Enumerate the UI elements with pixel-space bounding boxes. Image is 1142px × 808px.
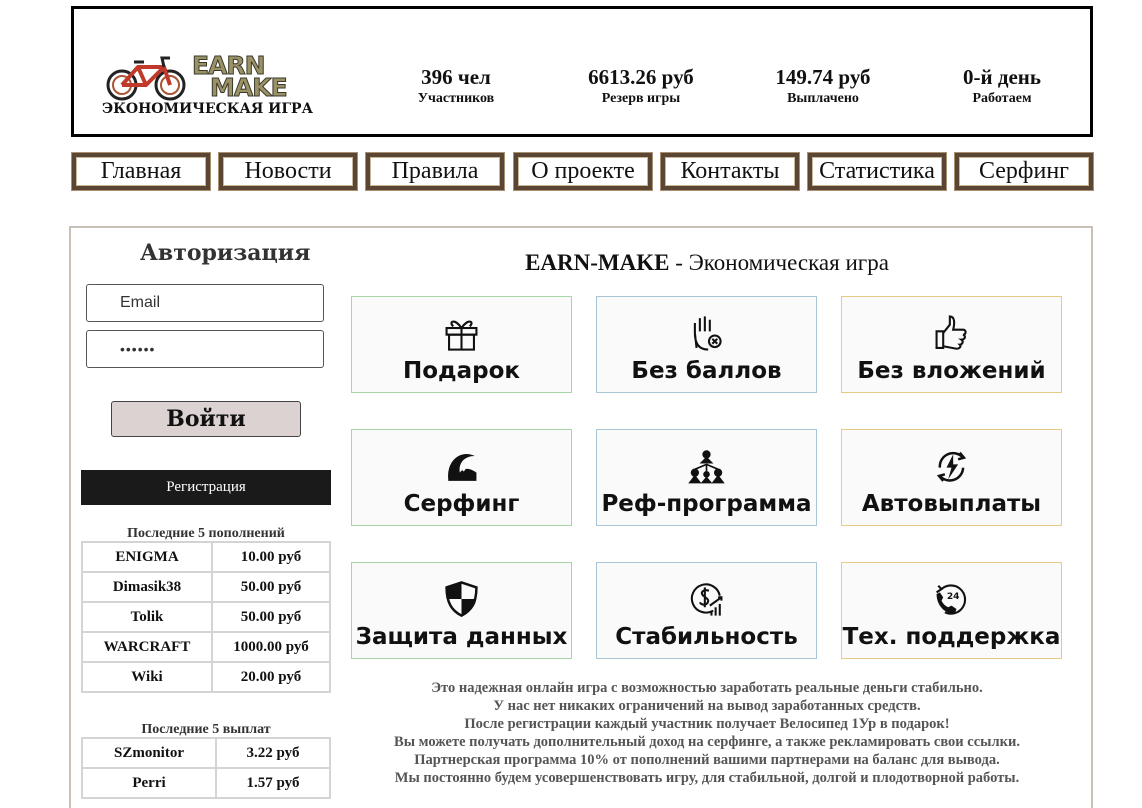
amount-cell: 50.00 руб xyxy=(212,602,330,632)
nav-news[interactable]: Новости xyxy=(219,153,357,190)
table-row xyxy=(82,542,330,572)
feature-card-stability[interactable] xyxy=(596,562,817,659)
auth-title: Авторизация xyxy=(140,240,311,266)
deposits-table xyxy=(81,541,331,693)
payouts-title: Последние 5 выплат xyxy=(141,722,271,737)
nav-surfing[interactable]: Серфинг xyxy=(955,153,1093,190)
feature-label: Защита данных xyxy=(355,624,568,650)
description-line: Это надежная онлайн игра с возможностью заработать реальные деньги стабильно. xyxy=(431,680,983,696)
register-button[interactable]: Регистрация xyxy=(81,470,331,505)
feature-label: Тех. поддержка xyxy=(842,624,1061,650)
stat-value: 396 чел xyxy=(421,65,491,89)
feature-card-no-points[interactable] xyxy=(596,296,817,393)
amount-cell: 50.00 руб xyxy=(212,572,330,602)
feature-label: Реф-программа xyxy=(601,491,812,517)
email-input[interactable]: Email xyxy=(86,284,324,322)
nav-statistics[interactable]: Статистика xyxy=(808,153,946,190)
content-title xyxy=(350,250,1064,276)
stat-paid xyxy=(751,65,895,107)
amount-cell: 10.00 руб xyxy=(212,542,330,572)
logo-subtitle: ЭКОНОМИЧЕСКАЯ ИГРА xyxy=(102,101,313,117)
feature-label: Серфинг xyxy=(403,491,520,517)
deposits-title: Последние 5 пополнений xyxy=(127,526,285,541)
table-row xyxy=(82,602,330,632)
brand-name: EARN-MAKE xyxy=(525,250,670,275)
login-button[interactable]: Войти xyxy=(111,401,301,437)
user-cell: Perri xyxy=(82,768,216,798)
support-24-icon xyxy=(842,577,1061,621)
amount-cell: 3.22 руб xyxy=(216,738,330,768)
logo-word-earn: EARN xyxy=(192,51,265,80)
amount-cell: 1000.00 руб xyxy=(212,632,330,662)
user-cell: SZmonitor xyxy=(82,738,216,768)
stat-label: Выплачено xyxy=(787,91,859,106)
dollar-growth-icon xyxy=(597,577,816,621)
table-row xyxy=(82,738,330,768)
description-line: Мы постоянно будем усовершенствовать игру, для стабильной, долгой и плодотворной работы. xyxy=(394,770,1020,786)
stat-value: 149.74 руб xyxy=(775,65,871,89)
feature-card-no-investment[interactable] xyxy=(841,296,1062,393)
svg-text:24: 24 xyxy=(946,592,960,602)
password-input[interactable]: •••••• xyxy=(86,330,324,368)
amount-cell: 20.00 руб xyxy=(212,662,330,692)
auto-payout-icon xyxy=(842,444,1061,488)
feature-card-gift[interactable] xyxy=(351,296,572,393)
stat-label: Работаем xyxy=(972,91,1032,106)
amount-cell: 1.57 руб xyxy=(216,768,330,798)
feature-card-surfing[interactable] xyxy=(351,429,572,526)
stat-label: Резерв игры xyxy=(601,91,681,106)
description-line: У нас нет никаких ограничений на вывод заработанных средств. xyxy=(493,698,921,714)
gift-icon xyxy=(352,311,571,355)
bicycle-icon xyxy=(106,53,190,101)
feature-label: Стабильность xyxy=(615,624,798,650)
payouts-table xyxy=(81,737,331,799)
user-cell: WARCRAFT xyxy=(82,632,212,662)
hand-stop-icon xyxy=(597,311,816,355)
nav-about[interactable]: О проекте xyxy=(514,153,652,190)
user-cell: Wiki xyxy=(82,662,212,692)
stat-value: 6613.26 руб xyxy=(588,65,694,89)
feature-card-referral[interactable] xyxy=(596,429,817,526)
title-rest: - Экономическая игра xyxy=(669,250,889,275)
table-row xyxy=(82,662,330,692)
shield-icon xyxy=(352,577,571,621)
feature-label: Без вложений xyxy=(857,358,1046,384)
nav-home[interactable]: Главная xyxy=(72,153,210,190)
surfing-icon xyxy=(352,444,571,488)
feature-card-data-protection[interactable] xyxy=(351,562,572,659)
feature-card-support[interactable] xyxy=(841,562,1062,659)
network-icon xyxy=(597,444,816,488)
description-line: Вы можете получать дополнительный доход на серфинге, а также рекламировать свои ссылки. xyxy=(394,734,1020,750)
table-row xyxy=(82,768,330,798)
stat-reserve xyxy=(561,65,721,107)
description-line: После регистрации каждый участник получает Велосипед 1Ур в подарок! xyxy=(464,716,950,732)
project-description xyxy=(350,679,1064,787)
table-row xyxy=(82,632,330,662)
feature-label: Автовыплаты xyxy=(861,491,1042,517)
nav-contacts[interactable]: Контакты xyxy=(661,153,799,190)
site-header xyxy=(71,6,1093,137)
feature-label: Подарок xyxy=(402,358,521,384)
thumbs-up-icon xyxy=(842,311,1061,355)
user-cell: Tolik xyxy=(82,602,212,632)
feature-card-autopayout[interactable] xyxy=(841,429,1062,526)
description-line: Партнерская программа 10% от пополнений вашими партнерами на баланс для вывода. xyxy=(414,752,1000,768)
logo-word-make: MAKE xyxy=(210,73,287,102)
feature-label: Без баллов xyxy=(631,358,782,384)
stat-days xyxy=(937,65,1067,107)
nav-rules[interactable]: Правила xyxy=(366,153,504,190)
stat-label: Участников xyxy=(417,91,495,106)
user-cell: ENIGMA xyxy=(82,542,212,572)
user-cell: Dimasik38 xyxy=(82,572,212,602)
stat-participants xyxy=(397,65,515,107)
stat-value: 0-й день xyxy=(963,65,1041,89)
site-logo[interactable] xyxy=(100,49,313,119)
table-row xyxy=(82,572,330,602)
